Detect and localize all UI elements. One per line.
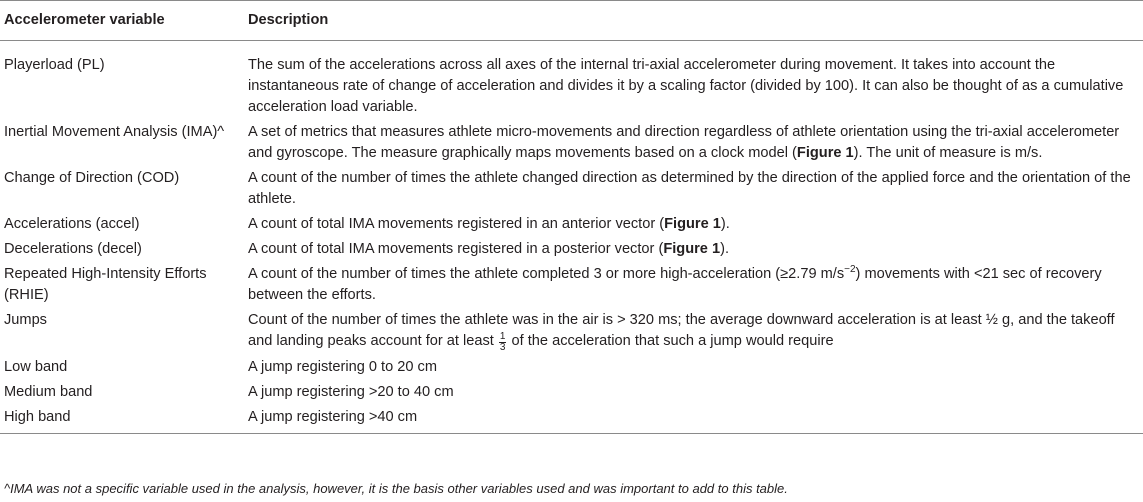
table-row xyxy=(0,122,1143,168)
variable-cell: Change of Direction (COD) xyxy=(4,170,180,186)
fraction-numerator: 1 xyxy=(499,331,506,342)
table-row xyxy=(0,407,1143,434)
table-row xyxy=(0,239,1143,264)
variable-cell: Jumps xyxy=(4,312,47,328)
table-row xyxy=(0,168,1143,214)
description-cell xyxy=(240,214,1143,239)
variable-cell: Accelerations (accel) xyxy=(4,216,140,232)
description-text: of the acceleration that such a jump would require xyxy=(507,333,834,349)
description-cell: A count of the number of times the athlete changed direction as determined by the direction of the applied force and the orientation of the athlete. xyxy=(248,170,1131,207)
description-cell xyxy=(240,122,1143,168)
description-text: ). xyxy=(720,216,730,232)
table-row xyxy=(0,264,1143,310)
fraction-denominator: 3 xyxy=(499,342,506,353)
variable-cell: Medium band xyxy=(4,384,93,400)
variable-cell: Playerload (PL) xyxy=(4,57,105,73)
table-row xyxy=(0,357,1143,382)
description-cell xyxy=(240,310,1143,357)
table-row xyxy=(0,382,1143,407)
description-text: A count of the number of times the athlete completed 3 or more high-acceleration ( xyxy=(248,266,781,282)
figure-reference: Figure 1 xyxy=(664,216,721,232)
description-text: A count of total IMA movements registered in a posterior vector ( xyxy=(248,241,664,257)
description-cell xyxy=(240,239,1143,264)
table-row xyxy=(0,41,1143,123)
description-cell xyxy=(240,264,1143,310)
description-text: ). xyxy=(720,241,729,257)
variable-cell: High band xyxy=(0,407,240,434)
description-text: A count of total IMA movements registered in an anterior vector ( xyxy=(248,216,665,232)
variable-cell: Decelerations (decel) xyxy=(4,241,142,257)
variable-cell: Repeated High-Intensity Efforts (RHIE) xyxy=(4,266,207,303)
description-cell: The sum of the accelerations across all axes of the internal tri-axial accelerometer during movement. It takes into account the instantaneous rate of change of acceleration and divides it by a scaling factor (divided by 100). It can also be thought of as a cumulative acceleration load variable. xyxy=(248,57,1124,115)
description-cell: A jump registering >20 to 40 cm xyxy=(248,384,454,400)
acceleration-threshold: ≥2.79 m/s xyxy=(780,266,845,282)
table-header-row xyxy=(0,1,1143,41)
figure-reference: Figure 1 xyxy=(663,241,721,257)
fraction xyxy=(499,332,507,353)
description-text: A set of metrics that measures athlete micro-movements and direction regardless of athlete orientation using the tri-axial accelerometer and gyroscope. The measure graphically maps movements based on a clock model ( xyxy=(248,124,1120,161)
unit-exponent: −2 xyxy=(844,264,856,276)
column-header-description: Description xyxy=(240,1,1143,41)
table-footnote: ^IMA was not a specific variable used in the analysis, however, it is the basis other variables used and was important to add to this table. xyxy=(4,481,788,496)
variable-cell: Low band xyxy=(4,359,68,375)
description-text: Count of the number of times the athlete was in the air is > 320 ms; the average downward acceleration is at least ½ g, and the takeoff and landing peaks account for at least xyxy=(248,312,1115,349)
table-row xyxy=(0,214,1143,239)
description-cell: A jump registering 0 to 20 cm xyxy=(248,359,437,375)
description-cell: A jump registering >40 cm xyxy=(240,407,1143,434)
table-row xyxy=(0,310,1143,357)
column-header-variable: Accelerometer variable xyxy=(0,1,240,41)
description-text: ). The unit of measure is m/s. xyxy=(853,145,1043,161)
figure-reference: Figure 1 xyxy=(796,145,854,161)
description-text: ) movements with <21 sec of recovery between the efforts. xyxy=(248,266,1102,303)
variable-cell: Inertial Movement Analysis (IMA)^ xyxy=(4,124,225,140)
